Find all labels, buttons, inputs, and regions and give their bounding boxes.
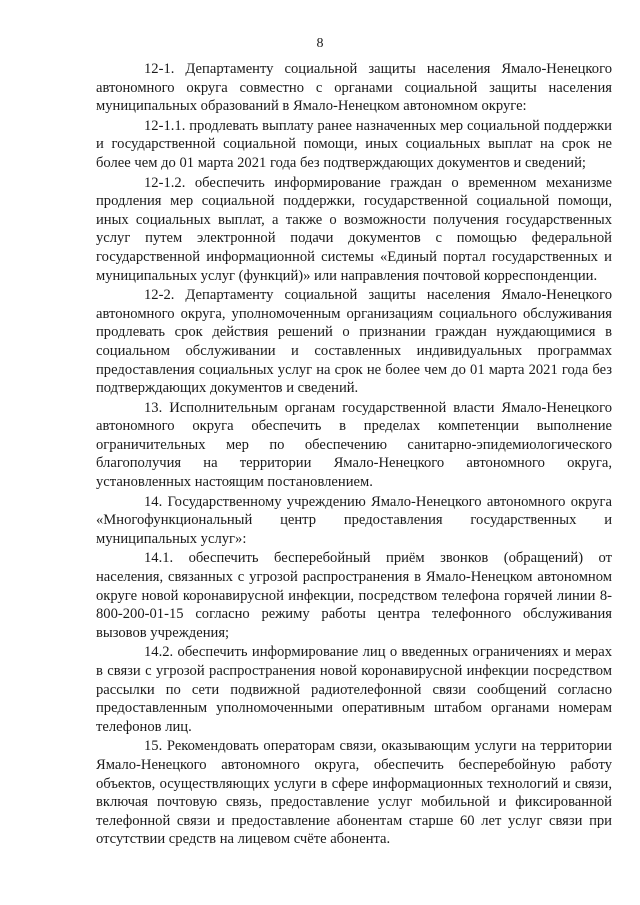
paragraph-13: 13. Исполнительным органам государственной власти Ямало-Ненецкого автономного округа обеспечить в пределах компетенции выполнение ограничительных мер по обеспечению санитарно-эпидемиологического благополучия на территории Ямало-Ненецкого автономного округа, установленных настоящим постановлением. — [96, 399, 612, 491]
document-body — [96, 60, 612, 850]
paragraph-12-1: 12-1. Департаменту социальной защиты населения Ямало-Ненецкого автономного округа совместно с органами социальной защиты населения муниципальных образований в Ямало-Ненецком автономном округе: — [96, 61, 612, 115]
paragraph-14-2: 14.2. обеспечить информирование лиц о введенных ограничениях и мерах в связи с угрозой распространения новой коронавирусной инфекции посредством рассылки по сети подвижной радиотелефонной связи сообщений согласно предоставленным уполномоченными оперативным штабом органами номерам телефонов лиц. — [96, 644, 612, 735]
page-number: 8 — [316, 36, 324, 51]
paragraph-15: 15. Рекомендовать операторам связи, оказывающим услуги на территории Ямало-Ненецкого автономного округа, обеспечить бесперебойную работу объектов, осуществляющих услуги в сфере информационных технологий и связи, включая почтовую связь, предоставление услуг мобильной и фиксированной телефонной связи и предоставление абонентам старше 60 лет услуг связи при отсутствии средств на лицевом счёте абонента. — [96, 738, 612, 848]
paragraph-14-1: 14.1. обеспечить бесперебойный приём звонков (обращений) от населения, связанных с угрозой распространения в Ямало-Ненецком автономном округе новой коронавирусной инфекции, посредством телефона горячей линии 8-800-200-01-15 согласно режиму работы центра телефонного обслуживания вызовов учреждения; — [96, 550, 612, 641]
paragraph-12-2: 12-2. Департаменту социальной защиты населения Ямало-Ненецкого автономного округа, уполномоченным организациям социального обслуживания продлевать срок действия решений о признании граждан нуждающимися в социальном обслуживании и составленных индивидуальных программах предоставления социальных услуг на срок не более чем до 01 марта 2021 года без подтверждающих документов и сведений. — [96, 287, 612, 397]
paragraph-12-1-1: 12-1.1. продлевать выплату ранее назначенных мер социальной поддержки и государственной социальной помощи, иных социальных выплат на срок не более чем до 01 марта 2021 года без подтверждающих документов и сведений; — [96, 117, 612, 171]
paragraph-12-1-2: 12-1.2. обеспечить информирование граждан о временном механизме продления мер социальной поддержки, государственной социальной помощи, иных социальных выплат, а также о возможности получения государственных услуг путем электронной подачи документов с помощью федеральной государственной информационной системы «Единый портал государственных и муниципальных услуг (функций)» или направления почтовой корреспонденции. — [96, 174, 612, 284]
paragraph-14: 14. Государственному учреждению Ямало-Ненецкого автономного округа «Многофункциональный центр предоставления государственных и муниципальных услуг»: — [96, 493, 612, 547]
